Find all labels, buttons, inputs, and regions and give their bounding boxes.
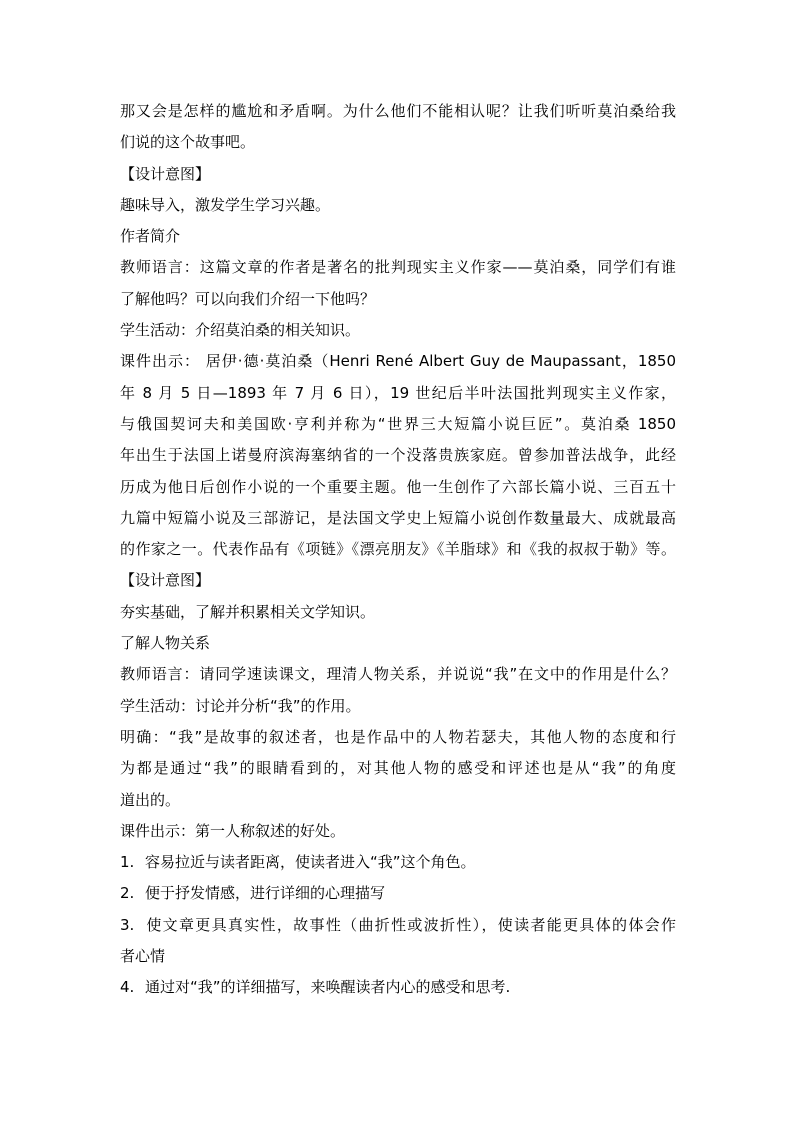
text-line: 趣味导入，激发学生学习兴趣。 [120,195,331,214]
text-line: 者心情 [120,947,166,966]
text-line: 学生活动：介绍莫泊桑的相关知识。 [120,321,361,340]
numbered-list-item [120,972,676,1003]
list-item-text: 容易拉近与读者距离，使读者进入“我”这个角色。 [145,853,476,872]
text-line: 年 8 月 5 日—1893 年 7 月 6 日），19 世纪后半叶法国批判现实主义作家， [120,383,676,402]
text-line: 课件出示：第一人称叙述的好处。 [120,821,346,840]
text-line: 道出的。 [120,790,181,809]
text-line: 九篇中短篇小说及三部游记，是法国文学史上短篇小说创作数量最大、成就最高 [120,508,676,527]
text-line: 与俄国契诃夫和美国欧·亨利并称为“世界三大短篇小说巨匠”。莫泊桑 1850 [120,414,676,433]
list-item-text: 便于抒发情感，进行详细的心理描写 [145,884,386,903]
text-line: 们说的这个故事吧。 [120,133,256,152]
list-number: 3. [120,915,135,934]
list-number: 4. [120,978,135,997]
text-line: 历成为他日后创作小说的一个重要主题。他一生创作了六部长篇小说、三百五十 [120,477,676,496]
text-line: 【设计意图】 [120,571,211,590]
text-line: 课件出示： 居伊·德·莫泊桑（Henri René Albert Guy de Maupassant，1850 [120,352,676,371]
numbered-list-item [120,910,676,941]
list-number: 2. [120,884,135,903]
text-line: 为都是通过“我”的眼睛看到的，对其他人物的感受和评述也是从“我”的角度 [120,759,676,778]
text-line: 明确：“我”是故事的叙述者，也是作品中的人物若瑟夫，其他人物的态度和行 [120,727,676,746]
numbered-list-item [120,878,676,909]
text-line: 了解他吗？可以向我们介绍一下他吗？ [120,289,376,308]
text-line: 教师语言：这篇文章的作者是著名的批判现实主义作家——莫泊桑，同学们有谁 [120,258,676,277]
list-item-text: 通过对“我”的详细描写，来唤醒读者内心的感受和思考. [145,978,511,997]
text-line: 【设计意图】 [120,164,211,183]
text-line: 作者简介 [120,227,181,246]
numbered-list-item [120,847,676,878]
text-line: 年出生于法国上诺曼府滨海塞纳省的一个没落贵族家庭。曾参加普法战争，此经 [120,446,676,465]
text-line: 的作家之一。代表作品有《项链》《漂亮朋友》《羊脂球》和《我的叔叔于勒》等。 [120,540,676,559]
list-number: 1. [120,853,135,872]
text-line: 了解人物关系 [120,634,211,653]
text-line: 学生活动：讨论并分析“我”的作用。 [120,696,361,715]
text-line: 那又会是怎样的尴尬和矛盾啊。为什么他们不能相认呢？让我们听听莫泊桑给我 [120,102,676,120]
text-line: 夯实基础，了解并积累相关文学知识。 [120,602,376,621]
list-item-text: 使文章更具真实性，故事性（曲折性或波折性），使读者能更具体的体会作 [145,915,676,934]
text-line: 教师语言：请同学速读课文，理清人物关系，并说说“我”在文中的作用是什么？ [120,665,676,684]
